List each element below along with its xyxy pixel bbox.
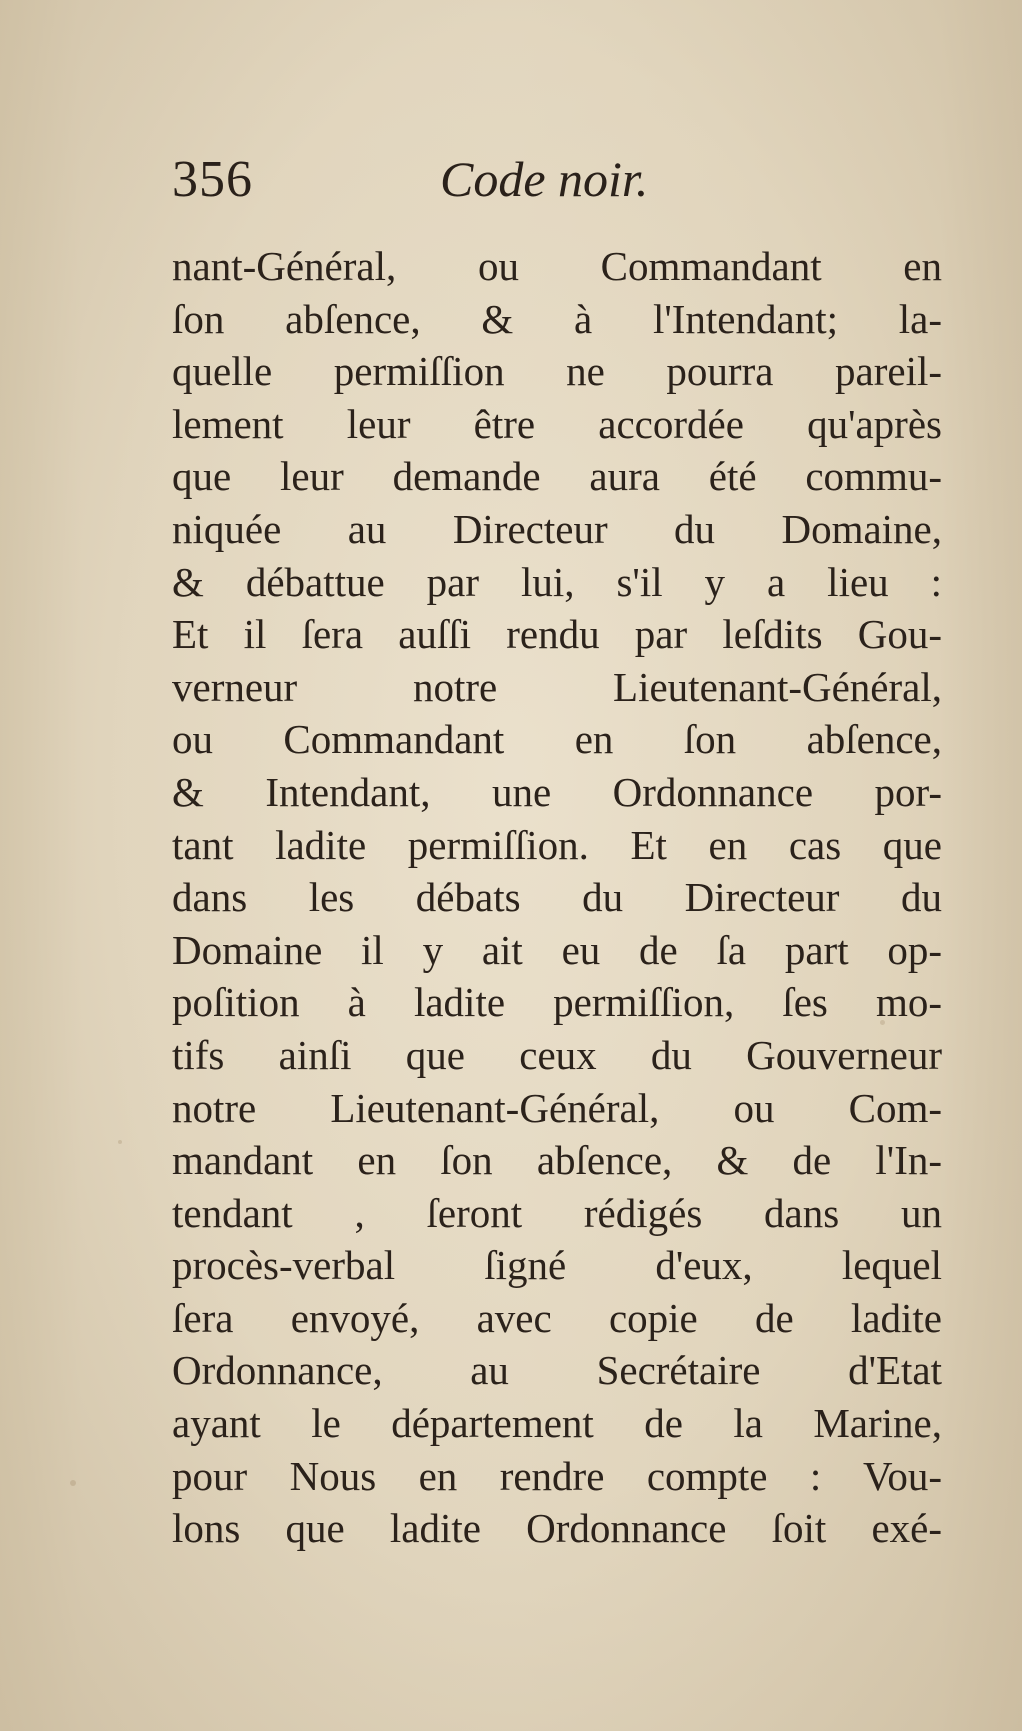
text-line: ſon abſence, & à l'Intendant; la- bbox=[172, 295, 942, 342]
text-line: Et il ſera auſſi rendu par leſdits Gou- bbox=[172, 611, 942, 658]
paper-stain bbox=[70, 1480, 76, 1486]
text-line: que leur demande aura été commu- bbox=[172, 453, 942, 500]
page-header bbox=[172, 150, 932, 220]
text-line: lons que ladite Ordonnance ſoit exé- bbox=[172, 1505, 942, 1552]
text-line: Domaine il y ait eu de ſa part op- bbox=[172, 926, 942, 973]
text-line: ſera envoyé, avec copie de ladite bbox=[172, 1294, 942, 1341]
text-line: & Intendant, une Ordonnance por- bbox=[172, 768, 942, 815]
text-line: tifs ainſi que ceux du Gouverneur bbox=[172, 1031, 942, 1078]
body-text bbox=[172, 240, 942, 1555]
text-line: dans les débats du Directeur du bbox=[172, 874, 942, 921]
text-line: lement leur être accordée qu'après bbox=[172, 400, 942, 447]
text-line: pour Nous en rendre compte : Vou- bbox=[172, 1452, 942, 1499]
text-line: poſition à ladite permiſſion, ſes mo- bbox=[172, 979, 942, 1026]
text-line: mandant en ſon abſence, & de l'In- bbox=[172, 1137, 942, 1184]
text-line: tant ladite permiſſion. Et en cas que bbox=[172, 821, 942, 868]
text-line: notre Lieutenant-Général, ou Com- bbox=[172, 1084, 942, 1131]
text-line: ou Commandant en ſon abſence, bbox=[172, 716, 942, 763]
text-line: ayant le département de la Marine, bbox=[172, 1400, 942, 1447]
text-line: nant-Général, ou Commandant en bbox=[172, 243, 942, 289]
text-line: niquée au Directeur du Domaine, bbox=[172, 505, 942, 552]
paper-stain bbox=[118, 1140, 122, 1144]
page-number: 356 bbox=[172, 151, 253, 208]
text-line: Ordonnance, au Secrétaire d'Etat bbox=[172, 1347, 942, 1394]
text-line: quelle permiſſion ne pourra pareil- bbox=[172, 348, 942, 395]
running-title: Code noir. bbox=[440, 151, 649, 207]
text-line: tendant , ſeront rédigés dans un bbox=[172, 1189, 942, 1236]
text-line: & débattue par lui, s'il y a lieu : bbox=[172, 558, 942, 605]
text-line: verneur notre Lieutenant-Général, bbox=[172, 663, 942, 710]
text-line: procès-verbal ſigné d'eux, lequel bbox=[172, 1242, 942, 1289]
